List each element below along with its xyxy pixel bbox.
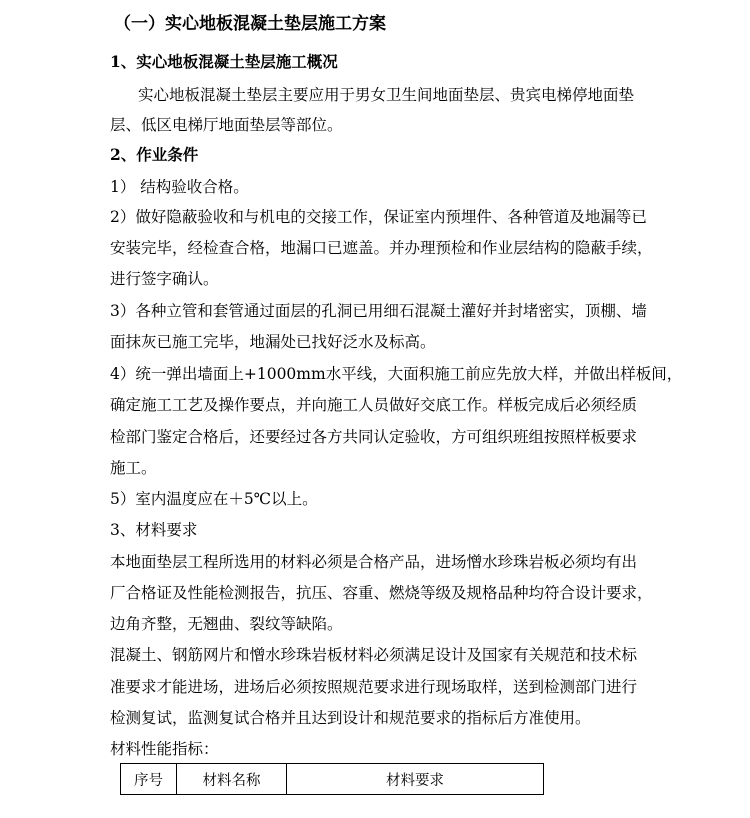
condition-item-3-line: 3）各种立管和套管通过面层的孔洞已用细石混凝土灌好并封堵密实，顶棚、墙 [110, 302, 647, 320]
section-3-paragraph-line: 厂合格证及性能检测报告，抗压、容重、燃烧等级及规格品种均符合设计要求， [110, 584, 653, 602]
section-2-heading: 2、作业条件 [110, 145, 199, 164]
condition-item-1: 1） 结构验收合格。 [110, 178, 249, 196]
condition-item-4-line: 确定施工工艺及操作要点，并向施工人员做好交底工作。样板完成后必须经质 [110, 396, 638, 414]
condition-item-4-line: 施工。 [110, 459, 157, 477]
table-header-index: 序号 [121, 764, 177, 794]
section-3-paragraph-line: 边角齐整，无翘曲、裂纹等缺陷。 [110, 615, 343, 633]
condition-item-2-line: 进行签字确认。 [110, 270, 219, 288]
document-title: （一）实心地板混凝土垫层施工方案 [114, 14, 386, 34]
section-3-paragraph-line: 检测复试，监测复试合格并且达到设计和规范要求的指标后方准使用。 [110, 709, 591, 727]
table-caption: 材料性能指标： [110, 740, 219, 758]
condition-item-2-line: 安装完毕，经检查合格，地漏口已遮盖。并办理预检和作业层结构的隐蔽手续， [110, 239, 653, 257]
condition-item-4-line: 4）统一弹出墙面上+1000mm水平线，大面积施工前应先放大样，并做出样板间， [110, 365, 683, 383]
materials-table [120, 763, 544, 795]
condition-item-5: 5）室内温度应在＋5℃以上。 [110, 490, 318, 508]
section-1-heading: 1、实心地板混凝土垫层施工概况 [110, 52, 338, 71]
condition-item-2-line: 2）做好隐蔽验收和与机电的交接工作，保证室内预埋件、各种管道及地漏等已 [110, 208, 647, 226]
section-3-paragraph-line: 本地面垫层工程所选用的材料必须是合格产品，进场憎水珍珠岩板必须均有出 [110, 553, 638, 571]
section-3-heading: 3、材料要求 [110, 521, 198, 539]
table-header-material-name: 材料名称 [177, 764, 287, 794]
section-3-paragraph-line: 混凝土、钢筋网片和憎水珍珠岩板材料必须满足设计及国家有关规范和技术标 [110, 646, 638, 664]
condition-item-4-line: 检部门鉴定合格后，还要经过各方共同认定验收，方可组织班组按照样板要求 [110, 428, 638, 446]
section-1-paragraph-line: 层、低区电梯厅地面垫层等部位。 [110, 116, 343, 134]
table-header-material-requirement: 材料要求 [386, 772, 444, 789]
section-1-paragraph-line: 实心地板混凝土垫层主要应用于男女卫生间地面垫层、贵宾电梯停地面垫 [138, 86, 635, 104]
condition-item-3-line: 面抹灰已施工完毕，地漏处已找好泛水及标高。 [110, 333, 436, 351]
section-3-paragraph-line: 准要求才能进场，进场后必须按照规范要求进行现场取样，送到检测部门进行 [110, 678, 638, 696]
